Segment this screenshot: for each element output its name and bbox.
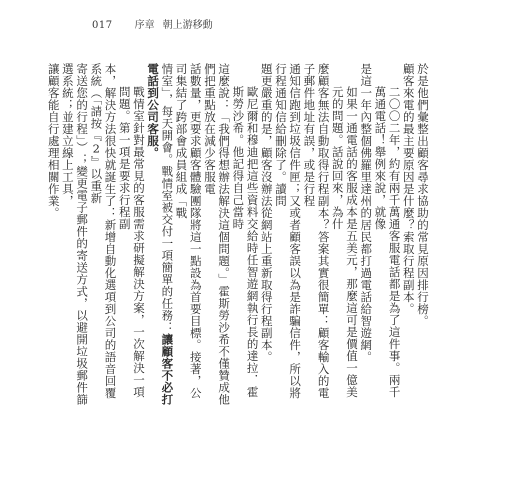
text-run: 是這一年內整個佛羅里達州的居民都打過電話給智遊網。 [359,63,374,363]
text-column [416,63,430,408]
text-run: 戰情室針對最常見的客服需求研擬解決方案，一次解決一項問題。第一項是要求行程副 [117,86,146,398]
text-run: 通知信跑到垃圾信件匣；又或者顧客誤以為是詐騙信件，所以將行程通知信給刪除了。讀問 [273,63,303,399]
text-column [231,63,259,408]
text-column [331,63,359,408]
page-header [92,16,213,31]
text-run: 情室」，每天開會。戰情室被交付一項簡單的任務： [160,63,175,334]
text-run: 二〇〇二年，約有兩千萬通客服電話都是為了這件事。兩千萬通電話！舉例來說，就像 [373,86,402,398]
text-column [89,63,117,408]
text-run: 顧客來電的最主要原因是什麼？索取行程副本。 [401,63,416,315]
text-run: 如果一通電話的客服成本是五美元，那麼這可是價值一億美元的問題。話說回來，為什 [330,86,359,398]
text-column [302,63,330,408]
text-column [359,63,373,408]
text-run: 於是他們彙整出顧客尋求協助的常見原因排行榜。 [416,63,430,327]
text-column [146,63,174,408]
text-run: 麼顧客無法自動取得行程副本？答案其實很簡單：顧客輸入的電子郵件地址有誤，或是行程 [302,63,331,399]
text-column [61,63,89,408]
text-run: 本，解決方法很快就誕生了：新增自動化選項到公司的語音回覆系統（「請按『2』以重新 [89,63,118,399]
text-column [274,63,302,408]
body-text [47,63,430,408]
page-number: 017 [92,20,113,31]
text-run: 話數量，更要求顧客體驗團隊將這一點設為首要目標。接著，公司集結了跨部會成員組成「戰 [174,63,203,399]
text-run: 這麼說：「我們得想辦法解決這個問題。」霍斯勞沙希不僅贊成他們把重點放在減少客服電 [202,63,232,406]
text-run: 讓顧客能自行處理相關作業。 [46,63,61,219]
text-column [260,63,274,408]
text-column [47,63,61,408]
text-run: 歐尼爾和穆迪把這些資料交給時任智遊網執行長的達拉．霍斯勞沙希。他記得自己當時 [231,86,260,398]
chapter-label: 序章 [134,20,155,31]
emphasis-text: 讓顧客不必打電話到公司客服。 [146,63,175,406]
text-run: 題更嚴重的是，顧客沒辦法從網站上重新取得行程副本。 [259,63,274,363]
text-column [174,63,202,408]
text-column [402,63,416,408]
text-column [118,63,146,408]
text-run: 寄送您的行程」）；變更電子郵件的寄送方式，以避開垃圾郵件篩選系統；並建立線上工具， [60,63,90,406]
chapter-title: 朝上游移動 [162,20,213,31]
text-column [373,63,401,408]
text-column [203,63,231,408]
